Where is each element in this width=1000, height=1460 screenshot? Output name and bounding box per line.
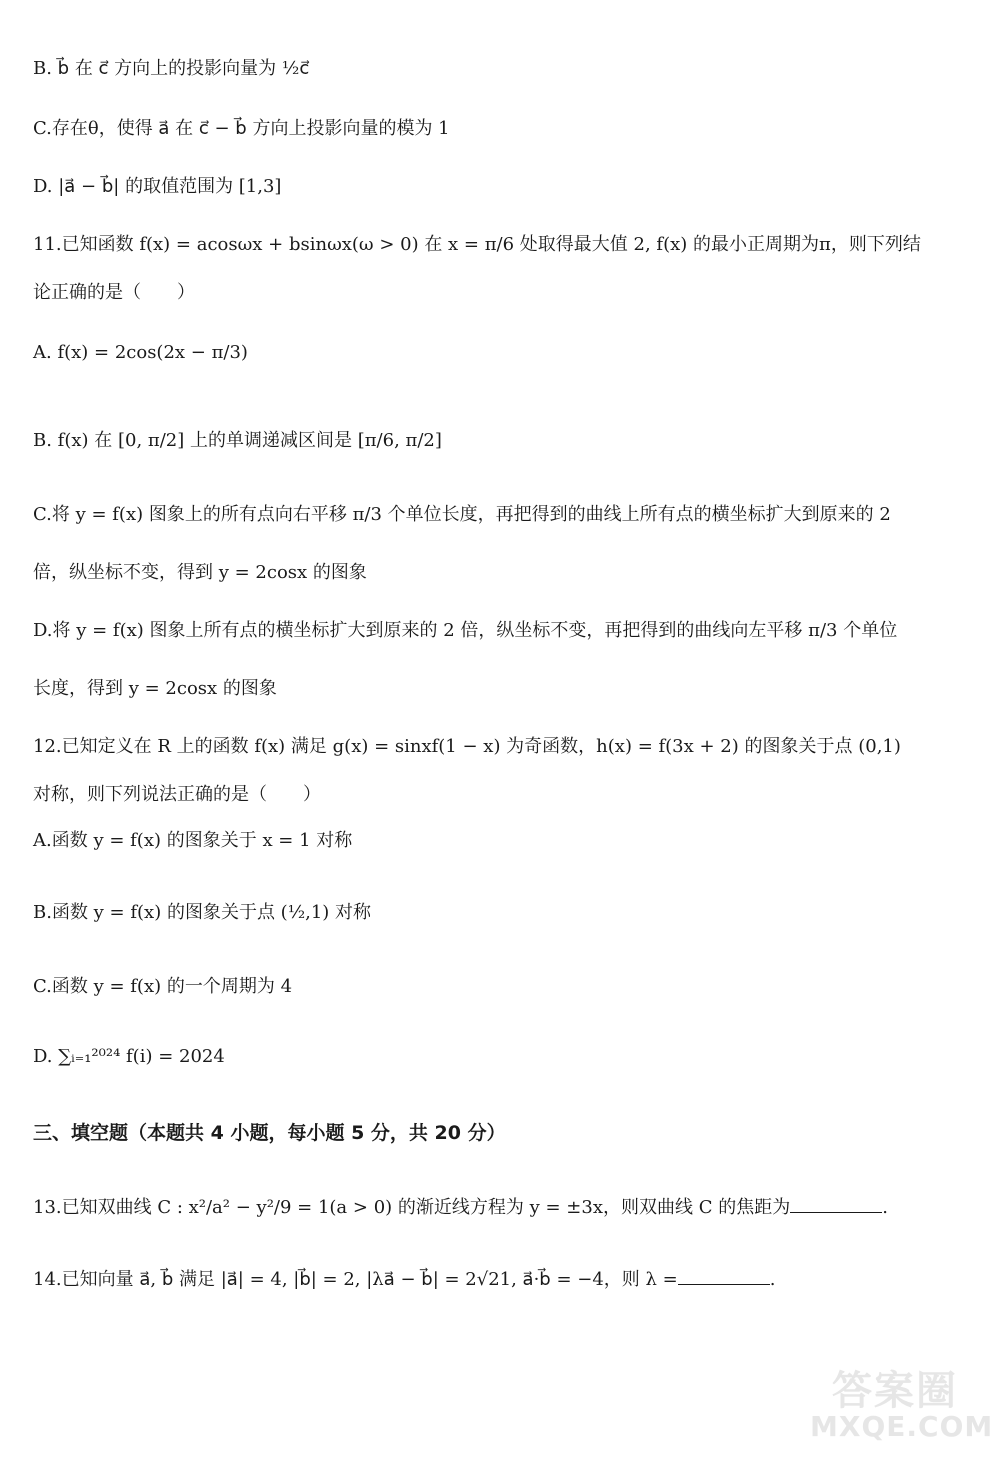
option-11c-line1-text: C.将 y = f(x) 图象上的所有点向右平移 π/3 个单位长度，再把得到的曲线上所有点的横坐标扩大到原来的 2 [33, 504, 891, 525]
trailing-period: . [882, 1197, 888, 1218]
option-12b [33, 904, 371, 922]
option-11c-line1 [33, 506, 891, 524]
section-heading-text: 三、填空题（本题共 4 小题，每小题 5 分，共 20 分） [33, 1122, 506, 1144]
option-12a [33, 832, 352, 850]
option-11d-line2 [33, 680, 277, 698]
answer-blank[interactable] [678, 1268, 770, 1285]
option-12d [33, 1048, 225, 1066]
option-11b-text: B. f(x) 在 [0, π/2] 上的单调递减区间是 [π/6, π/2] [33, 430, 442, 451]
option-12c-text: C.函数 y = f(x) 的一个周期为 4 [33, 976, 293, 997]
option-10d-text: D. |a⃗ − b⃗| 的取值范围为 [1,3] [33, 176, 282, 197]
question-13-text: 13.已知双曲线 C : x²/a² − y²/9 = 1(a > 0) 的渐近线方程为 y = ±3x，则双曲线 C 的焦距为 [33, 1197, 791, 1218]
question-11-line2-text: 论正确的是（ ） [33, 282, 195, 303]
option-11d-line2-text: 长度，得到 y = 2cosx 的图象 [33, 678, 277, 699]
option-11a-text: A. f(x) = 2cos(2x − π/3) [33, 342, 248, 363]
option-10b [33, 60, 309, 78]
answer-blank[interactable] [790, 1196, 882, 1213]
option-10c-text: C.存在θ，使得 a⃗ 在 c⃗ − b⃗ 方向上投影向量的模为 1 [33, 118, 450, 139]
watermark-text-top: 答案圈 [832, 1368, 958, 1414]
question-12-line1-text: 12.已知定义在 R 上的函数 f(x) 满足 g(x) = sinxf(1 − x) 为奇函数，h(x) = f(3x + 2) 的图象关于点 (0,1) [33, 736, 901, 757]
question-11-line2 [33, 284, 195, 302]
option-10c [33, 120, 450, 138]
question-12-line2 [33, 786, 321, 804]
option-11b [33, 432, 442, 450]
watermark-text-bottom: MXQE.COM [810, 1410, 994, 1443]
question-12-line2-text: 对称，则下列说法正确的是（ ） [33, 784, 321, 805]
option-11d-line1-text: D.将 y = f(x) 图象上所有点的横坐标扩大到原来的 2 倍，纵坐标不变，再把得到的曲线向左平移 π/3 个单位 [33, 620, 898, 641]
option-11c-line2-text: 倍，纵坐标不变，得到 y = 2cosx 的图象 [33, 562, 367, 583]
option-11a [33, 344, 248, 362]
question-11-line1-text: 11.已知函数 f(x) = acosωx + bsinωx(ω > 0) 在 x = π/6 处取得最大值 2, f(x) 的最小正周期为π，则下列结 [33, 234, 921, 255]
section-heading [33, 1124, 506, 1143]
question-14 [33, 1268, 775, 1289]
watermark-logo [810, 1368, 994, 1443]
option-12d-text: D. ∑ᵢ₌₁²⁰²⁴ f(i) = 2024 [33, 1046, 225, 1067]
trailing-period: . [769, 1269, 776, 1290]
question-12-line1 [33, 738, 901, 756]
option-12a-text: A.函数 y = f(x) 的图象关于 x = 1 对称 [33, 830, 353, 851]
option-12c [33, 978, 292, 996]
option-10d [33, 178, 281, 196]
option-12b-text: B.函数 y = f(x) 的图象关于点 (½,1) 对称 [33, 902, 372, 923]
question-11-line1 [33, 236, 921, 254]
option-11c-line2 [33, 564, 367, 582]
option-11d-line1 [33, 622, 897, 640]
question-13 [33, 1196, 888, 1217]
question-14-text: 14.已知向量 a⃗, b⃗ 满足 |a⃗| = 4, |b⃗| = 2, |λa⃗ − b⃗| = 2√21, a⃗·b⃗ = −4，则 λ = [33, 1269, 678, 1290]
option-10b-text: B. b⃗ 在 c⃗ 方向上的投影向量为 ½c⃗ [33, 58, 310, 79]
